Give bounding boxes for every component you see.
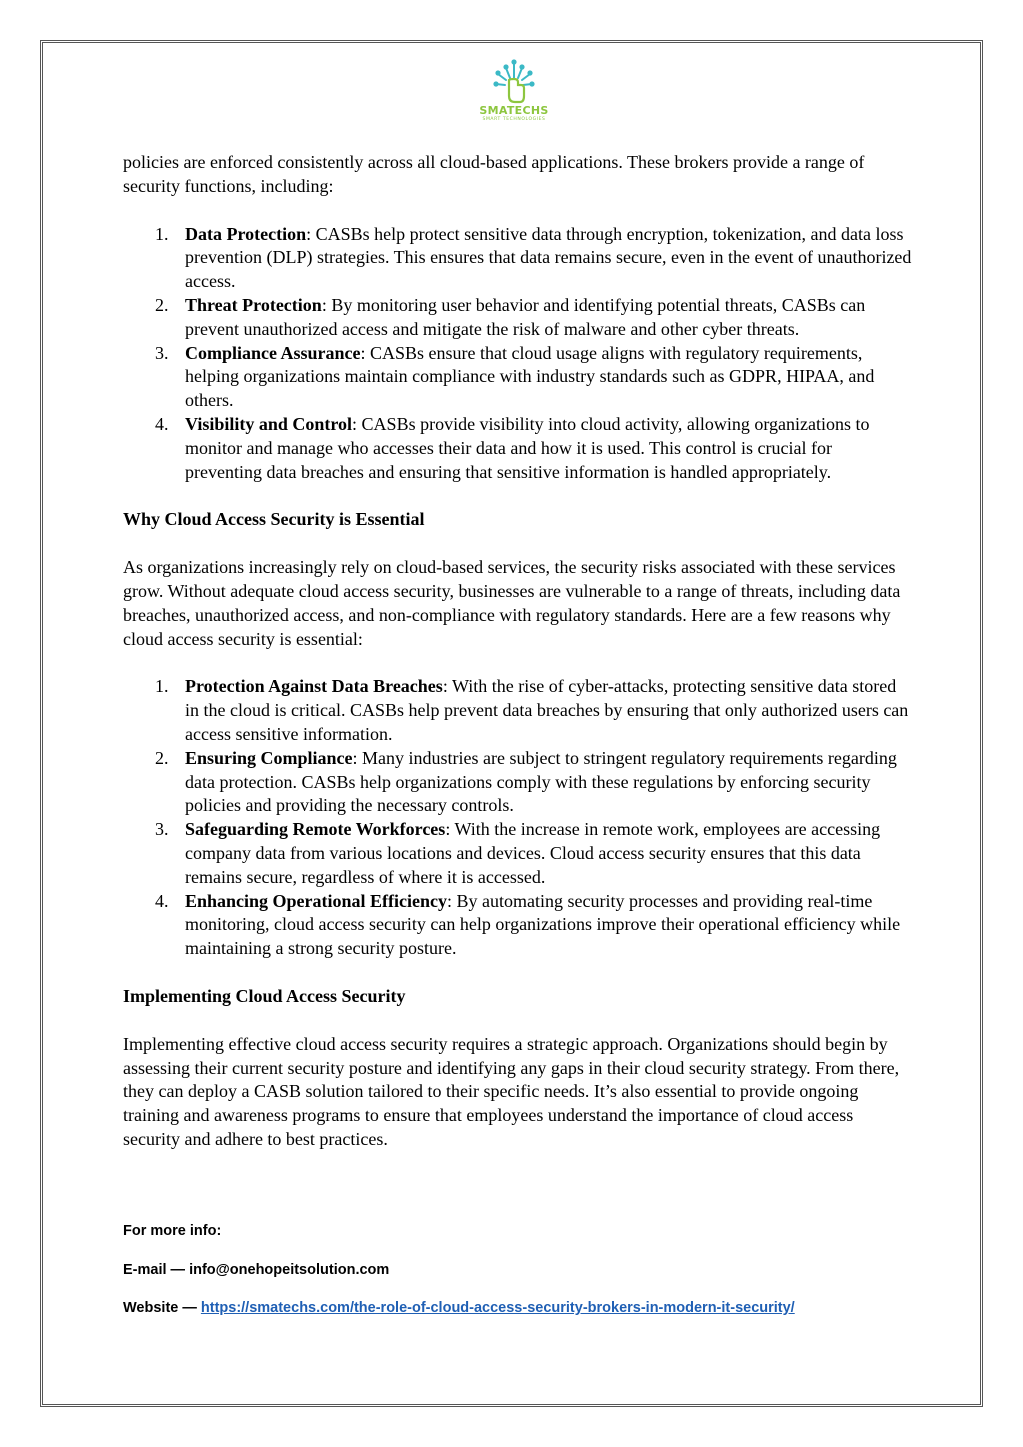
logo-name: SMATECHS — [479, 104, 549, 117]
section-heading: Why Cloud Access Security is Essential — [123, 509, 425, 530]
section-paragraph: As organizations increasingly rely on cloud-based services, the security risks associated with these services grow. Without adequate cloud access security, businesses are vulnerable to a range of threats, including data breaches, unauthorized access, and non-compliance with regulatory standards. Here are a few reasons why cloud access security is essential: — [123, 557, 901, 649]
circuit-hand-icon — [492, 58, 536, 104]
website-line — [123, 1300, 795, 1316]
section-heading: Implementing Cloud Access Security — [123, 985, 406, 1006]
list-item: 2. Threat Protection: By monitoring user behavior and identifying potential threats, CASBs can prevent unauthorized access and mitigate the risk of malware and other cyber threats. — [155, 294, 866, 339]
intro-paragraph: policies are enforced consistently across all cloud-based applications. These brokers provide a range of security functions, including: — [123, 152, 865, 196]
company-logo — [466, 58, 562, 132]
list-item: 2. Ensuring Compliance: Many industries are subject to stringent regulatory requirements regarding data protection. CASBs help organizations comply with these regulations by enforcing security policies and providing the necessary controls. — [155, 747, 897, 816]
reasons-list — [123, 675, 913, 961]
document-body — [123, 151, 913, 1152]
casb-functions-list — [123, 223, 913, 485]
email-label: E-mail — — [123, 1262, 190, 1278]
more-info-label: For more info: — [123, 1223, 222, 1239]
list-item: 1. Data Protection: CASBs help protect sensitive data through encryption, tokenization, and data loss prevention (DLP) strategies. This ensures that data remains secure, even in the event of unauthorized access. — [155, 223, 912, 292]
list-item: 3. Safeguarding Remote Workforces: With the increase in remote work, employees are accessing company data from various locations and devices. Cloud access security ensures that this data remains secure, regardless of where it is accessed. — [155, 819, 881, 887]
list-item: 4. Visibility and Control: CASBs provide visibility into cloud activity, allowing organizations to monitor and manage who accesses their data and how it is used. This control is crucial for preventing data breaches and ensuring that sensitive information is handled appropriately. — [155, 413, 870, 482]
email-address[interactable]: info@onehopeitsolution.com — [189, 1262, 390, 1278]
website-label: Website — — [123, 1300, 201, 1316]
list-item: 1. Protection Against Data Breaches: With the rise of cyber-attacks, protecting sensitive data stored in the cloud is critical. CASBs help prevent data breaches by ensuring that only authorized users can access sensitive information. — [155, 676, 909, 744]
email-line — [123, 1262, 389, 1278]
list-item: 4. Enhancing Operational Efficiency: By automating security processes and providing real-time monitoring, cloud access security can help organizations improve their operational efficiency while maintaining a strong security posture. — [155, 890, 901, 959]
list-item: 3. Compliance Assurance: CASBs ensure that cloud usage aligns with regulatory requirements, helping organizations maintain compliance with industry standards such as GDPR, HIPAA, and others. — [155, 342, 875, 411]
website-link[interactable]: https://smatechs.com/the-role-of-cloud-access-security-brokers-in-modern-it-security/ — [200, 1300, 795, 1316]
logo-tagline: SMART TECHNOLOGIES — [482, 117, 546, 122]
section-paragraph: Implementing effective cloud access security requires a strategic approach. Organizations should begin by assessing their current security posture and identifying any gaps in their cloud security strategy. From there, they can deploy a CASB solution tailored to their specific needs. It’s also essential to provide ongoing training and awareness programs to ensure that employees understand the importance of cloud access security and adhere to best practices. — [123, 1033, 900, 1149]
